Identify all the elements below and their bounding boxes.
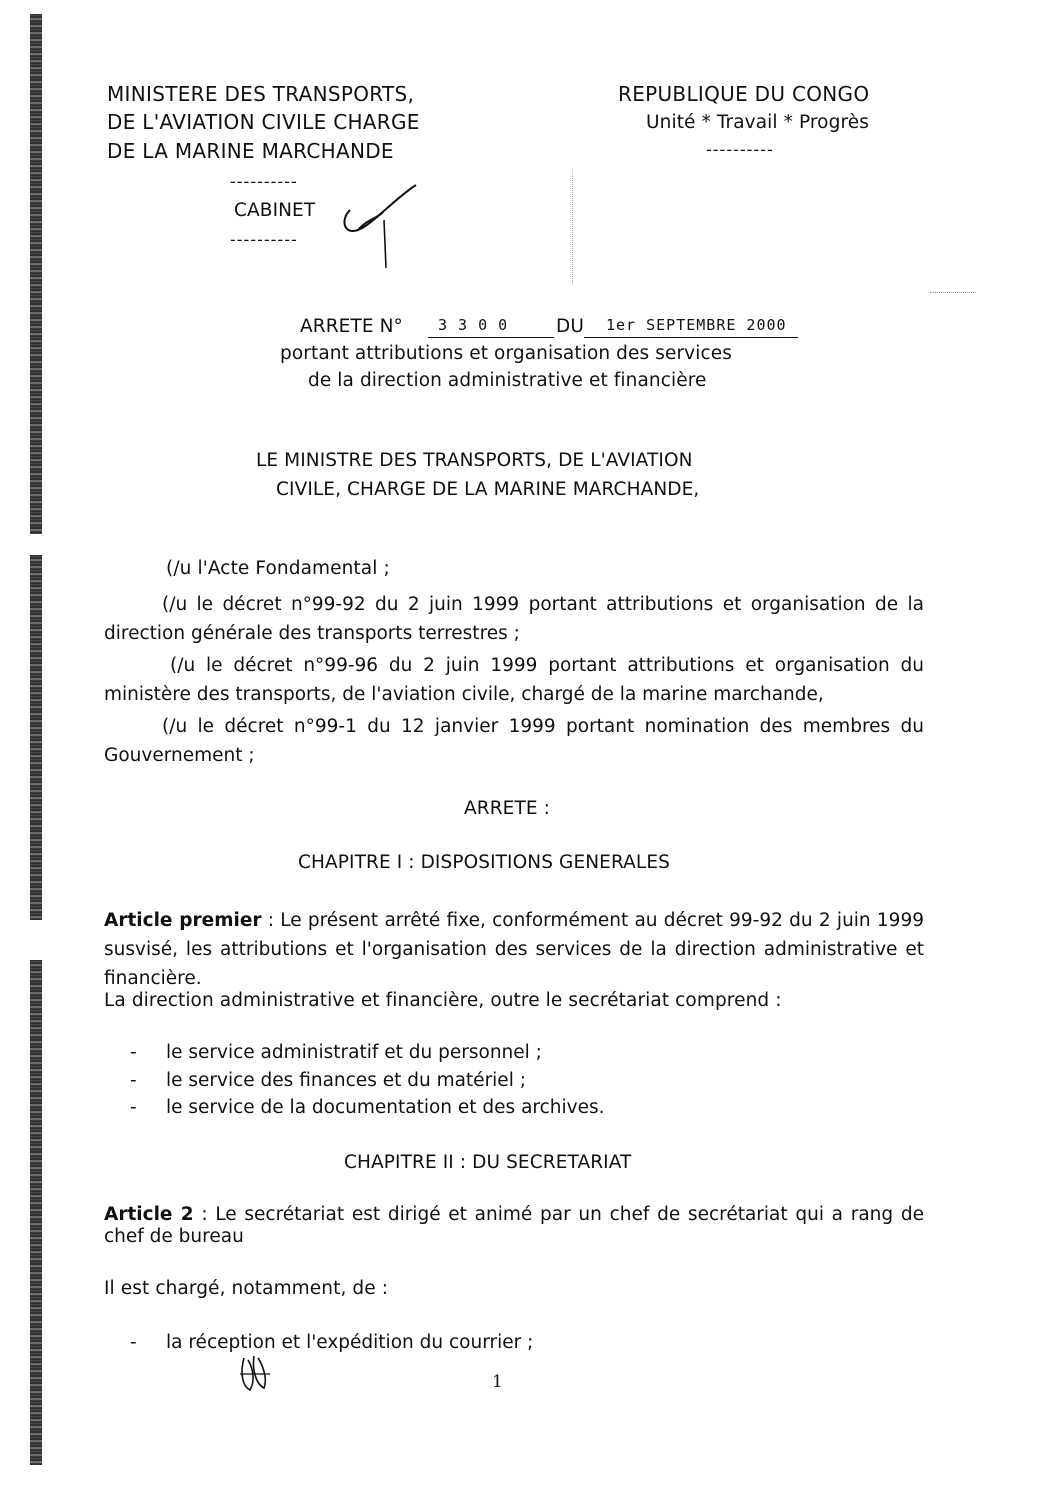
bullet-dash: - — [130, 1332, 137, 1353]
ministry-line-3: DE LA MARINE MARCHANDE — [107, 139, 394, 163]
scan-speck — [572, 170, 575, 285]
list-item: le service administratif et du personnel ; — [166, 1042, 542, 1063]
article-1-text: : Le présent arrêté fixe, conformément au décret 99-92 du 2 juin 1999 susvisé, les attributions et l'organisation des services de la direction administrative et financière. — [104, 910, 924, 989]
minister-line-2: CIVILE, CHARGE DE LA MARINE MARCHANDE, — [276, 479, 700, 500]
visa-4: (/u le décret n°99-1 du 12 janvier 1999 portant nomination des membres du Gouvernement ; — [104, 716, 924, 766]
handwritten-initials-mark — [338, 180, 428, 275]
decree-number: 3 3 0 0 — [438, 316, 509, 334]
visa-3: (/u le décret n°99-96 du 2 juin 1999 portant attributions et organisation du ministère des transports, de l'aviation civile, chargé de la marine marchande, — [104, 655, 924, 705]
article-1-line-2: La direction administrative et financière, outre le secrétariat comprend : — [104, 990, 782, 1011]
handwritten-paraph-mark — [236, 1352, 276, 1394]
scan-edge-middle — [30, 555, 42, 920]
bullet-dash: - — [130, 1070, 137, 1091]
ministry-line-1: MINISTERE DES TRANSPORTS, — [107, 82, 415, 106]
article-2-paragraph — [104, 1204, 924, 1248]
arrete-heading: ARRETE : — [464, 798, 550, 819]
decree-date: 1er SEPTEMBRE 2000 — [606, 316, 787, 334]
cabinet-dashes-top: ---------- — [230, 172, 298, 191]
scan-speck — [930, 292, 976, 294]
decree-subtitle-1: portant attributions et organisation des services — [280, 343, 732, 364]
list-item: le service de la documentation et des archives. — [166, 1097, 605, 1118]
decree-number-underline — [428, 337, 554, 338]
republic-title: REPUBLIQUE DU CONGO — [618, 82, 870, 106]
decree-date-underline — [584, 337, 798, 338]
bullet-dash: - — [130, 1097, 137, 1118]
ministry-line-2: DE L'AVIATION CIVILE CHARGE — [107, 110, 420, 134]
list-item: le service des finances et du matériel ; — [166, 1070, 526, 1091]
scan-edge-bottom — [30, 960, 42, 1465]
bullet-dash: - — [130, 1042, 137, 1063]
article-2-label: Article 2 — [104, 1204, 194, 1225]
chapter-2-title: CHAPITRE II : DU SECRETARIAT — [344, 1152, 632, 1173]
republic-dashes: ---------- — [706, 140, 774, 159]
cabinet-label: CABINET — [234, 200, 316, 221]
list-item: la réception et l'expédition du courrier ; — [166, 1332, 534, 1353]
republic-motto: Unité * Travail * Progrès — [646, 112, 869, 133]
decree-label: ARRETE N° — [300, 316, 403, 337]
decree-du: DU — [556, 316, 584, 337]
decree-subtitle-2: de la direction administrative et financière — [308, 370, 707, 391]
article-2-line-2: Il est chargé, notamment, de : — [104, 1278, 389, 1299]
page-number: 1 — [492, 1372, 503, 1392]
chapter-1-title: CHAPITRE I : DISPOSITIONS GENERALES — [298, 852, 670, 873]
visa-2: (/u le décret n°99-92 du 2 juin 1999 portant attributions et organisation de la direction générale des transports terrestres ; — [104, 594, 924, 644]
scan-edge-top — [30, 14, 42, 534]
visa-1: (/u l'Acte Fondamental ; — [166, 558, 390, 579]
article-1-paragraph — [104, 906, 924, 993]
article-2-text: : Le secrétariat est dirigé et animé par un chef de secrétariat qui a rang de chef de bureau — [104, 1204, 924, 1247]
cabinet-dashes-bottom: ---------- — [230, 230, 298, 249]
article-1-label: Article premier — [104, 910, 262, 931]
minister-line-1: LE MINISTRE DES TRANSPORTS, DE L'AVIATION — [256, 450, 693, 471]
